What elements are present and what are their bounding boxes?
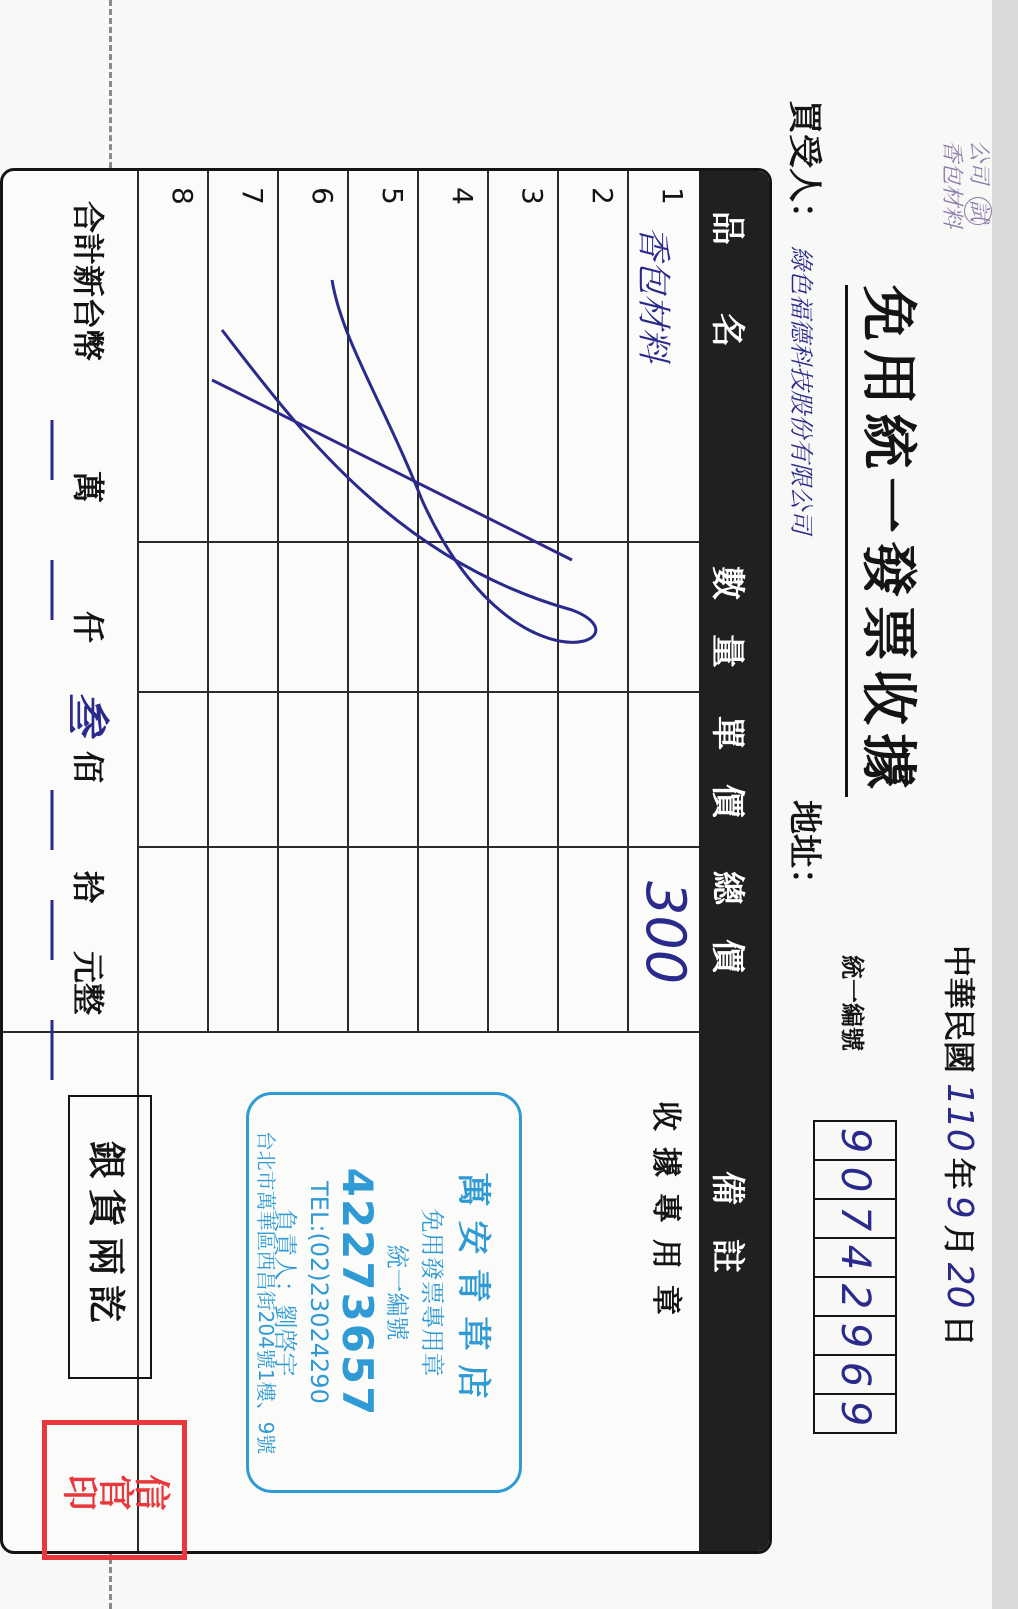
tax-id-digit: 0 [815, 1161, 895, 1200]
date-year-unit: 年 [940, 1157, 978, 1190]
header-item-name: 品 名 [707, 211, 747, 347]
date-day-unit: 日 [940, 1314, 978, 1347]
stamp-line2: 免用發票專用章 [418, 1208, 446, 1377]
unit-wan: 萬 [69, 471, 107, 504]
unit-yuan: 元整 [69, 951, 107, 1016]
unit-qian: 仟 [69, 611, 107, 644]
date-day: 20 [939, 1262, 980, 1309]
date-month: 9 [939, 1195, 980, 1219]
buyer-label: 買受人： [784, 100, 824, 236]
row-number: 3 [516, 187, 549, 205]
address-label: 地址： [784, 800, 824, 902]
handwritten-thousands: 叁 [61, 691, 112, 735]
row-number: 8 [166, 187, 199, 205]
cross-out-stroke [222, 280, 596, 642]
item1-total: 300 [634, 881, 697, 985]
header-unit-price: 單 價 [707, 716, 747, 818]
row-number: 2 [586, 187, 619, 205]
tax-id-digit: 6 [815, 1356, 895, 1395]
tax-id-digit: 9 [815, 1122, 895, 1161]
row-number: 4 [446, 187, 479, 205]
goods-received-box: 銀貨兩訖 [68, 1095, 152, 1379]
tax-id-digit: 4 [815, 1239, 895, 1278]
stamp-shop-name: 萬安青草店 [453, 1172, 493, 1413]
row-number: 1 [656, 187, 689, 205]
header-quantity: 數 量 [707, 566, 747, 668]
tax-id-digit: 9 [832, 1400, 878, 1427]
remark-subheader: 收據專用章 [648, 1101, 683, 1331]
receipt-title: 免用統一發票收據 [845, 285, 932, 797]
tax-id-digit: 2 [815, 1278, 895, 1317]
stamp-tax-id: 42273657 [333, 1167, 382, 1418]
stamp-line3: 統一編號 [383, 1244, 411, 1341]
item1-name: 香包材料 [633, 226, 673, 362]
stamp-tel: TEL:(02)23024290 [305, 1181, 333, 1404]
corner-note-line1: 公司 [966, 140, 991, 185]
stamp-owner: 負責人：劉啓宇 [271, 1208, 299, 1377]
row-number: 6 [306, 187, 339, 205]
header-remarks: 備 註 [707, 1171, 747, 1273]
date-prefix: 中華民國 [940, 945, 978, 1074]
date-month-unit: 月 [940, 1224, 978, 1257]
red-seal-text: 信官印 [63, 1469, 171, 1511]
stamp-address: 台北市萬華區西昌街204號1樓、9號 [254, 1130, 278, 1455]
cross-out-stroke [212, 380, 572, 560]
date-year: 110 [939, 1083, 980, 1152]
corner-note-line2: 香包材料 [939, 140, 964, 229]
tax-id-digit: 9 [815, 1317, 895, 1356]
corner-note-badge: 試 [964, 197, 992, 225]
unit-shi: 拾 [69, 871, 107, 904]
buyer-value: 綠色福德科技股份有限公司 [787, 246, 815, 534]
unit-bai: 佰 [69, 751, 107, 784]
header-total-price: 總 價 [707, 871, 747, 973]
total-label: 合計新台幣 [69, 201, 107, 362]
row-number: 7 [236, 187, 269, 205]
tax-id-label: 統一編號 [838, 955, 866, 1051]
tax-id-digit: 7 [815, 1200, 895, 1239]
row-number: 5 [376, 187, 409, 205]
